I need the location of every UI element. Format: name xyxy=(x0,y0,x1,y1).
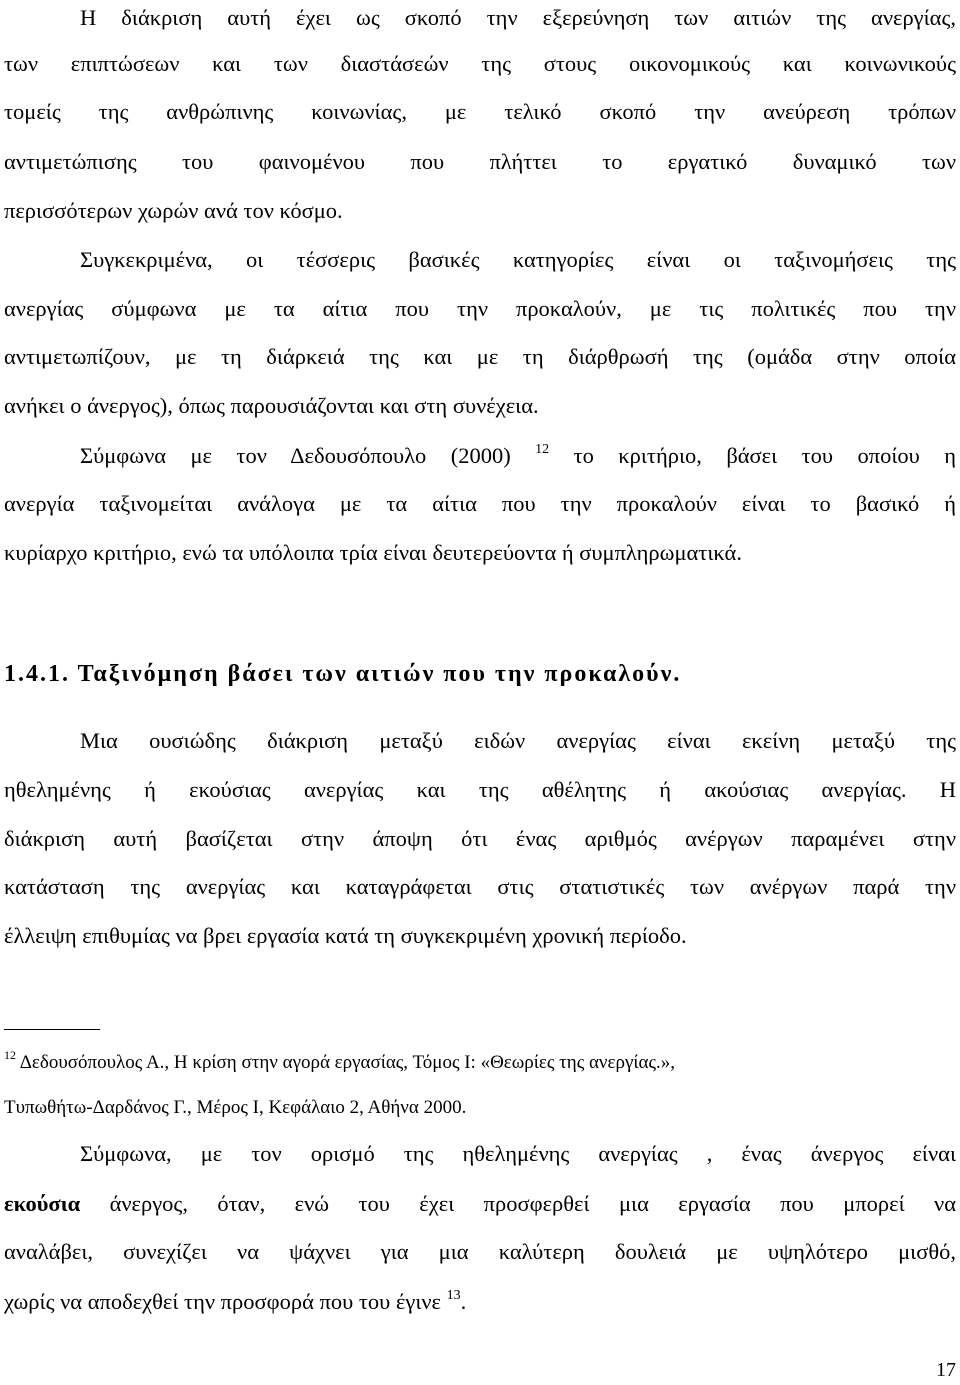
text-line xyxy=(4,442,956,470)
text-line: Σύμφωνα, με τον ορισμό της ηθελημένης ανεργίας , ένας άνεργος είναι xyxy=(80,1141,956,1166)
text-line: ηθελημένης ή εκούσιας ανεργίας και της αθέλητης ή ακούσιας ανεργίας. Η xyxy=(4,777,956,802)
text-line: ανεργία ταξινομείται ανάλογα με τα αίτια που την προκαλούν είναι το βασικό ή xyxy=(4,491,956,516)
footnote-line: Τυπωθήτω-Δαρδάνος Γ., Μέρος Ι, Κεφάλαιο 2, Αθήνα 2000. xyxy=(4,1097,467,1118)
footnote-ref-13[interactable]: 13 xyxy=(446,1288,461,1303)
text-line: των επιπτώσεων και των διαστάσεών της στους οικονομικούς και κοινωνικούς xyxy=(4,51,956,76)
footnote-line xyxy=(4,1048,956,1075)
bold-term: εκούσια xyxy=(4,1191,81,1216)
text-span: Σύμφωνα με τον Δεδουσόπουλο (2000) xyxy=(80,443,536,468)
text-line xyxy=(4,1288,956,1316)
footnote-text: Δεδουσόπουλος Α., Η κρίση στην αγορά εργασίας, Τόμος Ι: «Θεωρίες της ανεργίας.», xyxy=(16,1052,675,1073)
text-line: αναλάβει, συνεχίζει να ψάχνει για μια καλύτερη δουλειά με υψηλότερο μισθό, xyxy=(4,1239,956,1264)
page-number: 17 xyxy=(936,1359,956,1381)
text-line: αντιμετώπισης του φαινομένου που πλήττει το εργατικό δυναμικό των xyxy=(4,149,956,174)
text-line: Μια ουσιώδης διάκριση μεταξύ ειδών ανεργίας είναι εκείνη μεταξύ της xyxy=(80,728,956,753)
footnote-ref-12[interactable]: 12 xyxy=(535,442,550,457)
text-span: χωρίς να αποδεχθεί την προσφορά που του έγινε xyxy=(4,1289,447,1314)
text-line: κατάσταση της ανεργίας και καταγράφεται στις στατιστικές των ανέργων παρά την xyxy=(4,874,956,899)
text-line: αντιμετωπίζουν, με τη διάρκειά της και με τη διάρθρωσή της (ομάδα στην οποία xyxy=(4,344,956,369)
text-line: ανήκει ο άνεργος), όπως παρουσιάζονται και στη συνέχεια. xyxy=(4,393,539,418)
section-number: 1.4.1. xyxy=(4,661,70,687)
text-span: άνεργος, όταν, ενώ του έχει προσφερθεί μια εργασία που μπορεί να xyxy=(80,1191,956,1216)
text-line xyxy=(4,1190,956,1218)
text-line: κυρίαρχο κριτήριο, ενώ τα υπόλοιπα τρία είναι δευτερεύοντα ή συμπληρωματικά. xyxy=(4,540,742,565)
text-line: ανεργίας σύμφωνα με τα αίτια που την προκαλούν, με τις πολιτικές που την xyxy=(4,296,956,321)
section-title: Ταξινόμηση βάσει των αιτιών που την προκαλούν. xyxy=(77,661,682,687)
footnote-number: 12 xyxy=(4,1048,16,1062)
text-line: Συγκεκριμένα, οι τέσσερις βασικές κατηγορίες είναι οι ταξινομήσεις της xyxy=(80,247,956,272)
footnote-separator xyxy=(4,1029,100,1030)
section-heading xyxy=(4,660,904,688)
text-line: περισσότερων χωρών ανά τον κόσμο. xyxy=(4,198,343,223)
text-line: διάκριση αυτή βασίζεται στην άποψη ότι ένας αριθμός ανέργων παραμένει στην xyxy=(4,826,956,851)
text-span: το κριτήριο, βάσει του οποίου η xyxy=(549,443,956,468)
text-line: τομείς της ανθρώπινης κοινωνίας, με τελικό σκοπό την ανεύρεση τρόπων xyxy=(4,99,956,124)
text-span: . xyxy=(460,1289,467,1314)
text-line: Η διάκριση αυτή έχει ως σκοπό την εξερεύνηση των αιτιών της ανεργίας, xyxy=(80,5,956,30)
text-line: έλλειψη επιθυμίας να βρει εργασία κατά τη συγκεκριμένη χρονική περίοδο. xyxy=(4,923,687,948)
